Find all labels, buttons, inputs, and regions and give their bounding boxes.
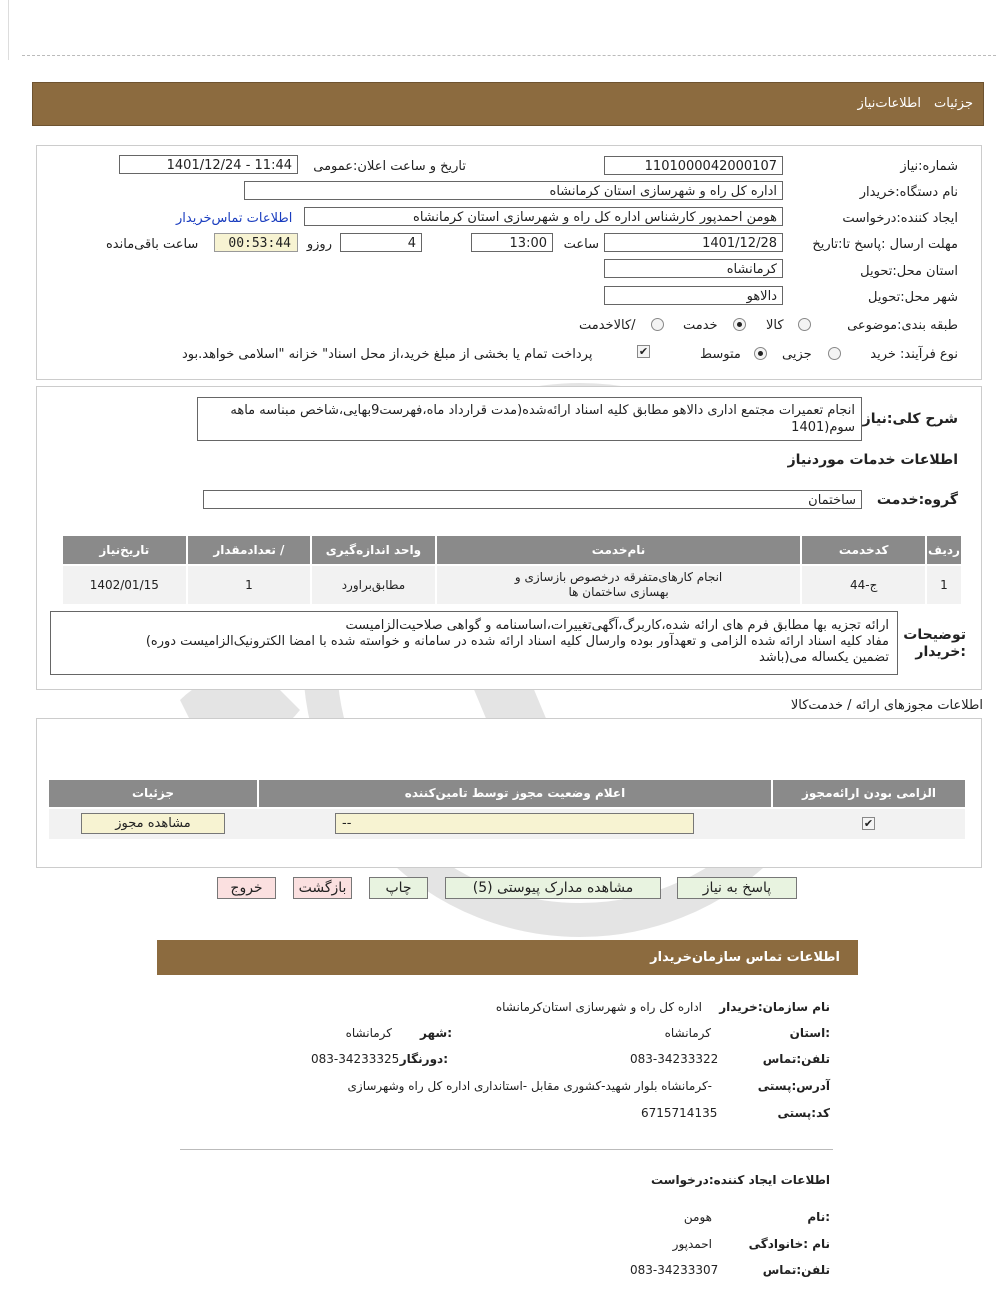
- treasury-payment-checkbox[interactable]: ✔: [638, 345, 649, 358]
- process-label: نوع فرآیند: خرید: [870, 347, 958, 362]
- time-label: ساعت: [563, 237, 599, 252]
- contact-header: [157, 940, 858, 975]
- buyer-notes-line2: مفاد کلیه اسناد ارائه شده الزامی و تعهدآور بوده وارسال کلیه اسناد ارائه شده در سامانه و خواسته شده با امضا الکترونیک‌الزامیست دوره): [145, 634, 889, 649]
- contact-phone-label: تلفن:تماس: [762, 1052, 830, 1066]
- creator-phone-value: 083-34233307: [630, 1263, 719, 1277]
- left-border-line: [8, 0, 9, 60]
- category-goods-service-label: /کالاخدمت: [579, 318, 636, 333]
- tab-need-info[interactable]: اطلاعات‌نیاز: [857, 96, 921, 111]
- col-unit: واحد اندازه‌گیری: [311, 535, 436, 565]
- print-button[interactable]: چاپ: [369, 877, 428, 899]
- creator-phone-label: تلفن:تماس: [762, 1263, 830, 1277]
- province-field: کرمانشاه: [604, 259, 783, 278]
- contact-title: اطلاعات تماس سازمان‌خریدار: [650, 950, 840, 965]
- cell-service-name: انجام کارهای‌متفرقه درخصوص بازسازی و بهسازی ساختمان ها: [436, 565, 802, 605]
- creator-family-label: نام :خانوادگی: [748, 1237, 830, 1251]
- deadline-date-field: 1401/12/28: [604, 233, 783, 252]
- buyer-notes-box: [50, 611, 898, 675]
- service-group-label: گروه:خدمت: [876, 492, 958, 508]
- announce-label: تاریخ و ساعت اعلان:عمومی: [313, 159, 466, 174]
- buyer-notes-line3: تضمین یکساله می(باشد: [759, 650, 889, 665]
- creator-family-value: احمدپور: [672, 1237, 712, 1251]
- permits-col-status: اعلام وضعیت مجوز توسط تامین‌کننده: [259, 780, 771, 807]
- category-goods-radio[interactable]: [798, 318, 811, 331]
- cell-row: 1: [926, 565, 962, 605]
- process-medium-label: متوسط: [700, 347, 741, 362]
- remaining-timer: 00:53:44: [214, 233, 298, 252]
- need-number-label: شماره:نیاز: [900, 159, 958, 174]
- category-label: طبقه بندی:موضوعی: [847, 318, 958, 333]
- services-table: [61, 534, 963, 606]
- buyer-notes-label: توضیحات :خریدار: [903, 627, 966, 660]
- need-number-field: 1101000042000107: [604, 156, 783, 175]
- creator-field: هومن احمدپور کارشناس اداره کل راه و شهرسازی استان کرمانشاه: [304, 207, 783, 226]
- buyer-notes-line1: ارائه تجزیه بها مطابق فرم های ارائه شده،کاربرگ،آگهی‌تغییرات،اساسنامه و گواهی صلاحیت‌الزامیست: [345, 618, 889, 633]
- process-medium-radio[interactable]: [754, 347, 767, 360]
- cell-quantity: 1: [187, 565, 312, 605]
- org-field: اداره کل راه و شهرسازی استان کرمانشاه: [244, 181, 783, 200]
- buyer-contact-link[interactable]: اطلاعات تماس‌خریدار: [176, 211, 293, 226]
- announce-field: 1401/12/24 - 11:44: [119, 155, 298, 174]
- reply-button[interactable]: پاسخ به نیاز: [677, 877, 797, 899]
- summary-label: شرح کلی:نیاز: [862, 411, 958, 427]
- payment-note: پرداخت تمام یا بخشی از مبلغ خرید،از محل اسناد" خزانه "اسلامی خواهد.بود: [182, 347, 593, 362]
- category-service-label: خدمت: [683, 318, 718, 333]
- permits-col-required: الزامی بودن ارائه‌مجوز: [773, 780, 965, 807]
- back-button[interactable]: بازگشت: [293, 877, 352, 899]
- summary-text: انجام تعمیرات مجتمع اداری دالاهو مطابق کلیه اسناد ارائه‌شده(مدت قرارداد ماه،فهرست9بهایی،شاخص مبناسه ماهه سوم(1401: [197, 397, 862, 441]
- category-goods-label: کالا: [766, 318, 784, 333]
- city-label: شهر محل:تحویل: [868, 290, 958, 305]
- days-field: 4: [340, 233, 422, 252]
- contact-province-label: :استان: [789, 1026, 830, 1040]
- creator-name-value: هومن: [683, 1210, 712, 1224]
- permit-status-field: --: [335, 813, 694, 834]
- cell-service-code: ج-44: [801, 565, 926, 605]
- contact-province-value: کرمانشاه: [664, 1026, 711, 1040]
- col-row: ردیف: [926, 535, 962, 565]
- contact-divider: [180, 1149, 833, 1150]
- service-group-field: ساختمان: [203, 490, 862, 509]
- contact-phone-value: 083-34233322: [630, 1052, 719, 1066]
- process-partial-label: جزیی: [782, 347, 812, 362]
- services-table-header: [62, 535, 962, 565]
- contact-city-label: :شهر: [420, 1026, 452, 1040]
- tab-details[interactable]: جزئیات: [934, 96, 973, 111]
- contact-org-label: نام سازمان:خریدار: [719, 1000, 830, 1014]
- remaining-label: ساعت باقی‌مانده: [106, 237, 199, 252]
- cell-unit: مطابق‌براورد: [311, 565, 436, 605]
- process-partial-radio[interactable]: [828, 347, 841, 360]
- contact-postal-value: 6715714135: [641, 1106, 718, 1120]
- col-need-date: تاریخ‌نیاز: [62, 535, 187, 565]
- permit-required-checkbox: ✔: [863, 817, 874, 830]
- province-label: استان محل:تحویل: [860, 264, 958, 279]
- view-permit-button[interactable]: مشاهده مجوز: [81, 813, 225, 834]
- attachments-button[interactable]: مشاهده مدارک پیوستی (5): [445, 877, 661, 899]
- city-field: دالاهو: [604, 286, 783, 305]
- contact-city-value: کرمانشاه: [345, 1026, 392, 1040]
- creator-label: ایجاد کننده:درخواست: [842, 211, 958, 226]
- cell-need-date: 1402/01/15: [62, 565, 187, 605]
- page-header: [32, 82, 984, 126]
- col-service-name: نام‌خدمت: [436, 535, 802, 565]
- col-quantity: / تعدادمقدار: [187, 535, 312, 565]
- category-service-radio[interactable]: [733, 318, 746, 331]
- org-label: نام دستگاه:خریدار: [859, 185, 958, 200]
- creator-info-title: اطلاعات ایجاد کننده:درخواست: [650, 1173, 830, 1187]
- contact-address-value: -کرمانشاه بلوار شهید-کشوری مقابل -استانداری اداره کل راه وشهرسازی: [347, 1079, 712, 1093]
- deadline-time-field: 13:00: [471, 233, 553, 252]
- contact-address-label: آدرس:پستی: [757, 1079, 830, 1093]
- days-label: روزو: [306, 237, 332, 252]
- permits-col-details: جزئیات: [49, 780, 257, 807]
- contact-fax-label: :دورنگار: [399, 1052, 448, 1066]
- top-divider: [22, 55, 996, 56]
- contact-fax-value: 083-34233325: [311, 1052, 400, 1066]
- exit-button[interactable]: خروج: [217, 877, 276, 899]
- col-service-code: کدخدمت: [801, 535, 926, 565]
- contact-org-value: اداره کل راه و شهرسازی استان‌کرمانشاه: [495, 1000, 702, 1014]
- category-goods-service-radio[interactable]: [651, 318, 664, 331]
- contact-postal-label: کد:پستی: [777, 1106, 830, 1120]
- table-row: [62, 565, 962, 605]
- deadline-label: مهلت ارسال :پاسخ تا:تاریخ: [812, 237, 958, 252]
- creator-name-label: :نام: [807, 1210, 830, 1224]
- permits-title: اطلاعات مجوزهای ارائه / خدمت‌کالا: [790, 698, 983, 713]
- services-title: اطلاعات خدمات موردنیاز: [787, 452, 958, 468]
